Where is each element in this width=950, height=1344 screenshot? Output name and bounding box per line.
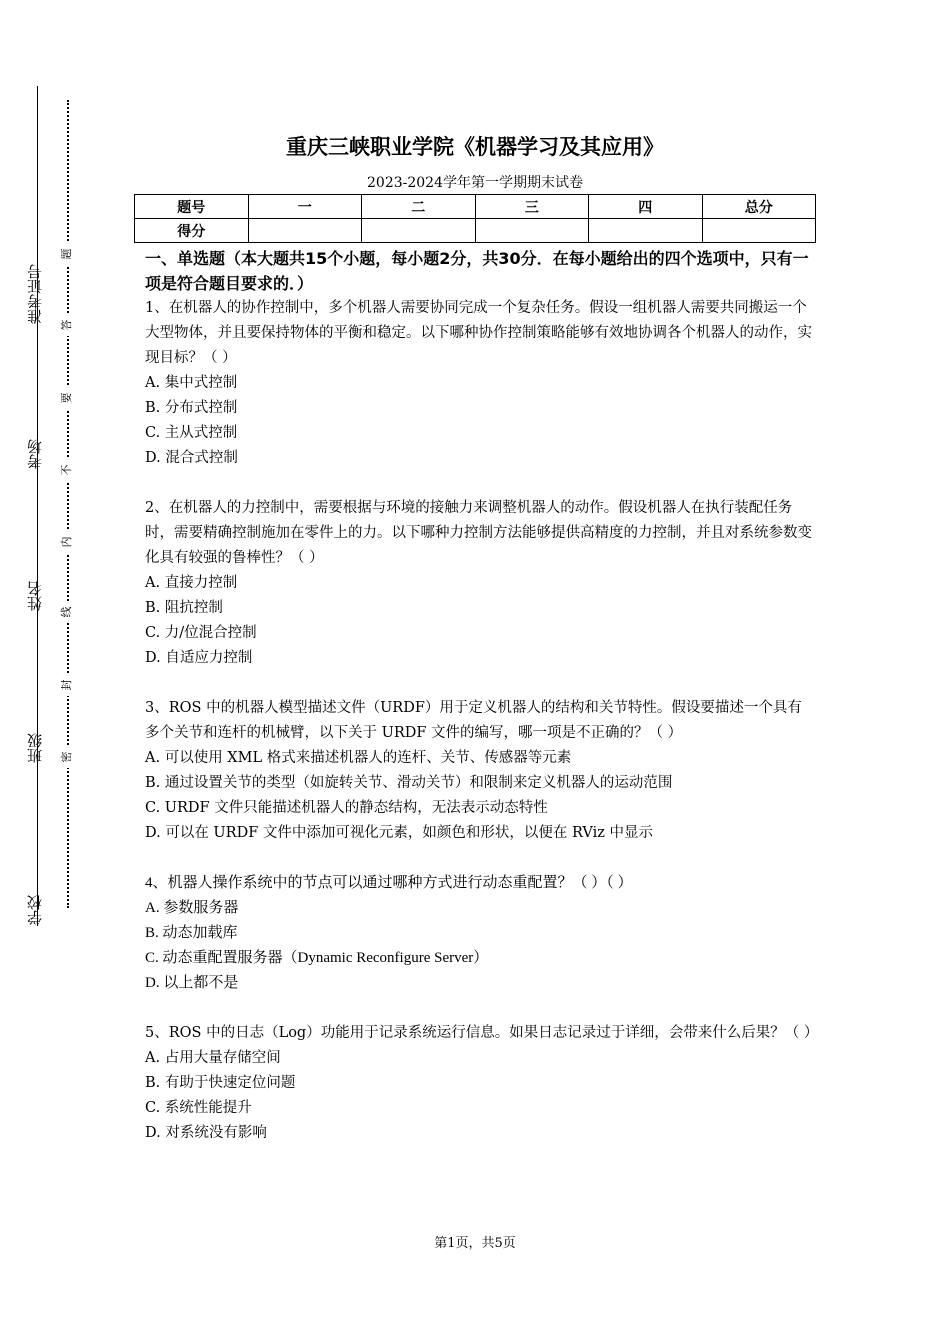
option-c: C. URDF 文件只能描述机器人的静态结构，无法表示动态特性 <box>145 800 548 816</box>
question-list <box>145 296 819 1171</box>
binding-line <box>37 86 38 926</box>
seal-char: 题 <box>60 243 74 265</box>
score-input-cell[interactable] <box>248 219 362 243</box>
seal-char: 不 <box>60 459 74 481</box>
score-table-score-row <box>135 219 816 243</box>
section-heading: 一、单选题（本大题共15个小题，每小题2分，共30分．在每小题给出的四个选项中，只有一项是符合题目要求的．） <box>145 249 809 293</box>
exam-subtitle: 2023-2024学年第一学期期末试卷 <box>367 175 583 191</box>
option-d: D. 以上都不是 <box>145 975 239 991</box>
score-input-cell[interactable] <box>475 219 589 243</box>
score-header-cell: 一 <box>248 195 362 219</box>
option-a: A. 参数服务器 <box>145 900 239 916</box>
seal-char: 答 <box>60 314 74 336</box>
option-a: A. 可以使用 XML 格式来描述机器人的连杆、关节、传感器等元素 <box>145 750 572 766</box>
option-c: C. 主从式控制 <box>145 425 238 441</box>
option-c: C. 系统性能提升 <box>145 1100 252 1116</box>
option-b: B. 动态加载库 <box>145 925 238 941</box>
option-a: A. 直接力控制 <box>145 575 238 591</box>
question-3 <box>145 696 815 846</box>
seal-char: 要 <box>60 387 74 409</box>
score-table-header-row <box>135 195 816 219</box>
seal-char: 线 <box>60 601 74 623</box>
seal-char: 内 <box>60 531 74 553</box>
score-header-cell: 四 <box>589 195 703 219</box>
option-d: D. 混合式控制 <box>145 450 238 466</box>
field-exam-room-label: 考场 <box>26 439 44 469</box>
score-header-cell: 三 <box>475 195 589 219</box>
question-stem: 3、ROS 中的机器人模型描述文件（URDF）用于定义机器人的结构和关节特性。假设要描述一个具有多个关节和连杆的机械臂，以下关于 URDF 文件的编写，哪一项是不正确的？（ ） <box>145 700 802 741</box>
option-b: B. 有助于快速定位问题 <box>145 1075 296 1091</box>
field-class-label: 班级 <box>26 733 44 763</box>
option-c: C. 力/位混合控制 <box>145 625 257 641</box>
question-stem: 1、在机器人的协作控制中，多个机器人需要协同完成一个复杂任务。假设一组机器人需要共同搬运一个大型物体，并且要保持物体的平衡和稳定。以下哪种协作控制策略能够有效地协调各个机器人的动作，实现目标？（ ） <box>145 300 812 366</box>
question-4 <box>145 871 815 996</box>
option-d: D. 对系统没有影响 <box>145 1125 267 1141</box>
option-c: C. 动态重配置服务器（Dynamic Reconfigure Server） <box>145 950 489 966</box>
field-school-label: 学校 <box>26 895 44 925</box>
score-input-cell[interactable] <box>589 219 703 243</box>
question-2 <box>145 496 815 671</box>
option-d: D. 可以在 URDF 文件中添加可视化元素，如颜色和形状，以便在 RViz 中显示 <box>145 825 653 841</box>
score-header-cell: 二 <box>362 195 476 219</box>
seal-char: 封 <box>60 674 74 696</box>
question-5 <box>145 1021 819 1146</box>
page-footer: 第1页，共5页 <box>434 1236 516 1251</box>
question-1 <box>145 296 815 471</box>
score-header-cell: 总分 <box>702 195 816 219</box>
seal-dotted-line <box>67 100 69 908</box>
exam-title: 重庆三峡职业学院《机器学习及其应用》 <box>286 135 664 159</box>
option-b: B. 通过设置关节的类型（如旋转关节、滑动关节）和限制来定义机器人的运动范围 <box>145 775 673 791</box>
field-name-label: 姓名 <box>26 581 44 611</box>
question-stem: 2、在机器人的力控制中，需要根据与环境的接触力来调整机器人的动作。假设机器人在执行装配任务时，需要精确控制施加在零件上的力。以下哪种力控制方法能够提供高精度的力控制，并且对系统参数变化具有较强的鲁棒性？（ ） <box>145 500 812 566</box>
score-row-label: 得分 <box>135 219 249 243</box>
option-a: A. 占用大量存储空间 <box>145 1050 281 1066</box>
score-table <box>134 194 816 243</box>
option-d: D. 自适应力控制 <box>145 650 253 666</box>
score-input-cell[interactable] <box>702 219 816 243</box>
score-input-cell[interactable] <box>362 219 476 243</box>
option-b: B. 分布式控制 <box>145 400 238 416</box>
question-stem: 5、ROS 中的日志（Log）功能用于记录系统运行信息。如果日志记录过于详细，会带来什么后果？（ ） <box>145 1025 819 1041</box>
option-a: A. 集中式控制 <box>145 375 238 391</box>
question-stem: 4、机器人操作系统中的节点可以通过哪种方式进行动态重配置？（ ）（ ） <box>145 875 633 891</box>
option-b: B. 阻抗控制 <box>145 600 223 616</box>
seal-char: 密 <box>60 746 74 768</box>
score-header-cell: 题号 <box>135 195 249 219</box>
field-exam-number-label: 准考证号 <box>26 264 44 324</box>
